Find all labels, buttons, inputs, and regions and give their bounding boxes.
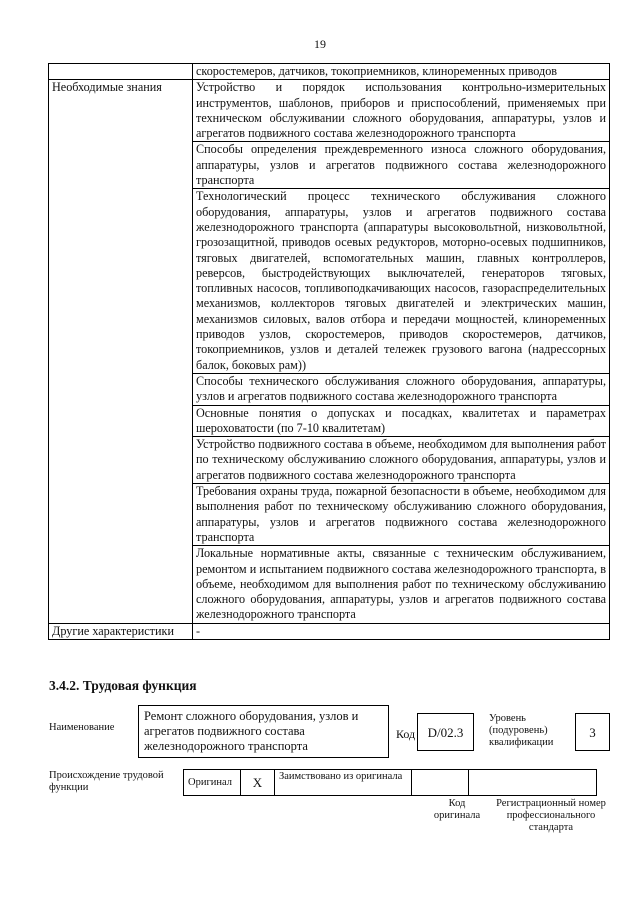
table-row (49, 64, 610, 80)
table-row (49, 80, 610, 142)
section-heading: 3.4.2. Трудовая функция (49, 678, 197, 693)
other-characteristics-value: - (193, 623, 610, 639)
origin-label: Происхождение трудовой функции (49, 770, 164, 793)
table-row (184, 770, 597, 796)
code-original-caption: Код оригинала (433, 798, 481, 821)
qualification-level-value: 3 (575, 713, 610, 751)
reg-number-cell (469, 770, 597, 796)
name-label: Наименование (49, 722, 115, 733)
knowledge-table (48, 63, 610, 640)
empty-label-cell (49, 64, 193, 80)
qualification-level-label: Уровень (подуровень) квалификации (489, 713, 554, 748)
borrowed-label: Заимствовано из оригинала (275, 770, 412, 796)
knowledge-item: Требования охраны труда, пожарной безопасности в объеме, необходимом для выполнения работ по техническому обслуживанию сложного оборудования, аппаратуры, узлов и агрегатов подвижного состава железнодорожного транспорта (193, 484, 610, 546)
required-knowledge-label: Необходимые знания (49, 80, 193, 623)
original-mark: X (241, 770, 275, 796)
table-row (49, 623, 610, 639)
knowledge-item: Локальные нормативные акты, связанные с техническим обслуживанием, ремонтом и испытанием подвижного состава железнодорожного транспорта, в объеме, необходимом для выполнения работ по техническому обслуживанию сложного оборудования, аппаратуры, узлов и агрегатов подвижного состава железнодорожного транспорта (193, 546, 610, 623)
code-original-cell (412, 770, 469, 796)
knowledge-item: Основные понятия о допусках и посадках, квалитетах и параметрах шероховатости (по 7-10 квалитетам) (193, 405, 610, 437)
knowledge-item: Способы технического обслуживания сложного оборудования, аппаратуры, узлов и агрегатов подвижного состава железнодорожного транспорта (193, 373, 610, 405)
knowledge-item: Устройство подвижного состава в объеме, необходимом для выполнения работ по техническому обслуживанию сложного оборудования, аппаратуры, узлов и агрегатов подвижного состава железнодорожного транспорта (193, 437, 610, 484)
origin-table (183, 769, 597, 796)
code-value: D/02.3 (417, 713, 474, 751)
name-value: Ремонт сложного оборудования, узлов и агрегатов подвижного состава железнодорожного транспорта (138, 705, 389, 758)
knowledge-item: Способы определения преждевременного износа сложного оборудования, аппаратуры, узлов и агрегатов подвижного состава железнодорожного транспорта (193, 142, 610, 189)
knowledge-item: Устройство и порядок использования контрольно-измерительных инструментов, шаблонов, приборов и приспособлений, применяемых при техническом обслуживании сложного оборудования, аппаратуры, узлов и агрегатов подвижного состава железнодорожного транспорта (193, 80, 610, 142)
reg-number-caption: Регистрационный номер профессионального стандарта (496, 798, 606, 833)
other-characteristics-label: Другие характеристики (49, 623, 193, 639)
code-label: Код (396, 727, 416, 741)
original-label: Оригинал (184, 770, 241, 796)
knowledge-item: Технологический процесс технического обслуживания сложного оборудования, аппаратуры, узлов и агрегатов подвижного состава железнодорожного транспорта (аппаратуры высоковольтной, низковольтной, грозозащитной, приводов осевых редукторов, моторно-осевых подшипников, тяговых двигателей, вспомогательных машин, главных контроллеров, реверсов, быстродействующих выключателей, генераторов тяговых, топливных насосов, топливоподкачивающих насосов, газораспределительных механизмов, коллекторов тяговых двигателей и электрических машин, механизмов силовых, валов отбора и передачи мощностей, клиноременных приводов узлов, скоростемеров, приводов скоростемеров, датчиков, токоприемников, узлов и деталей тележек грузового вагона (надрессорных балок, боковых рам)) (193, 189, 610, 374)
page-number: 19 (314, 37, 326, 51)
continuation-text: скоростемеров, датчиков, токоприемников, клиноременных приводов (193, 64, 610, 80)
